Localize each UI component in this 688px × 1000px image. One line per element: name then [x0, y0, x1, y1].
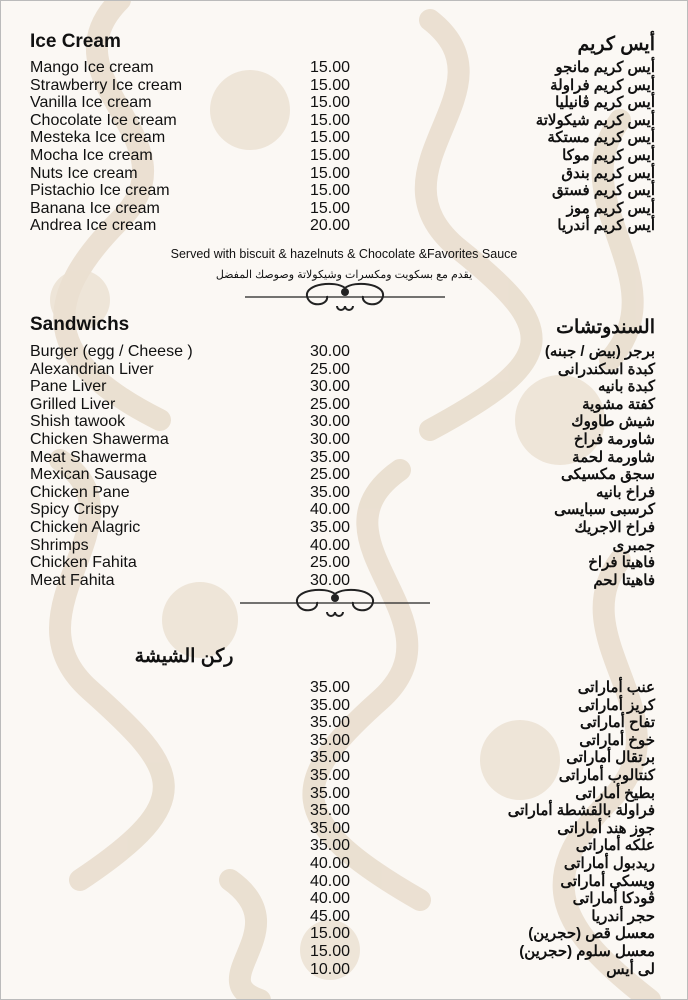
menu-item — [0, 925, 688, 943]
menu-item — [0, 785, 688, 803]
item-price: 25.00 — [310, 395, 351, 413]
item-name: Meat Fahita — [30, 571, 115, 589]
item-price: 35.00 — [310, 714, 351, 732]
item-name: Banana Ice cream — [30, 199, 160, 217]
menu-item — [0, 431, 688, 449]
item-name-ar: أيس كريم شيكولاتة — [535, 111, 655, 129]
menu-item — [0, 749, 688, 767]
item-name: Strawberry Ice cream — [30, 76, 183, 94]
menu-item — [0, 182, 688, 200]
item-price: 35.00 — [310, 519, 351, 536]
section-title-shisha: ركن الشيشة — [134, 646, 234, 667]
item-price: 40.00 — [310, 890, 351, 908]
item-name-ar: برجر (بيض / جبنه) — [544, 343, 655, 360]
item-price: 30.00 — [310, 378, 351, 396]
item-name-ar: فراخ الاجريك — [574, 519, 655, 536]
item-name-ar: حجر أندريا — [591, 907, 655, 925]
item-name-ar: شاورمة لحمة — [572, 448, 655, 466]
item-name-ar: معسل سلوم (حجرين) — [519, 943, 655, 960]
menu-item — [0, 802, 688, 820]
item-price: 35.00 — [310, 749, 351, 767]
section-title-sandwiches-ar: السندوتشات — [556, 317, 655, 338]
item-price: 30.00 — [310, 431, 351, 448]
menu-item — [0, 466, 688, 484]
menu-item — [0, 200, 688, 218]
item-name-ar: جمبرى — [612, 536, 655, 554]
item-name-ar: فاهيتا فراخ — [588, 554, 655, 572]
item-price: 15.00 — [310, 59, 351, 76]
item-price: 40.00 — [310, 501, 351, 519]
menu-item — [0, 361, 688, 379]
item-name: Chicken Shawerma — [30, 431, 169, 448]
item-price: 35.00 — [310, 819, 351, 837]
menu-item — [0, 413, 688, 431]
menu-item — [0, 94, 688, 112]
menu-item — [0, 378, 688, 396]
menu-item — [0, 343, 688, 361]
menu-item — [0, 112, 688, 130]
item-name-ar: فاهيتا لحم — [593, 571, 655, 589]
item-price: 20.00 — [310, 217, 351, 235]
item-price: 35.00 — [310, 767, 351, 784]
item-name-ar: أيس كريم مانجو — [555, 59, 655, 76]
item-name-ar: جوز هند أماراتى — [557, 819, 655, 837]
item-price: 30.00 — [310, 571, 351, 589]
item-name: Alexandrian Liver — [30, 360, 154, 378]
item-price: 15.00 — [310, 111, 351, 129]
item-name-ar: خوخ أماراتى — [579, 731, 655, 749]
item-name-ar: كبدة بانيه — [597, 378, 655, 396]
item-price: 15.00 — [310, 147, 351, 164]
menu-item — [0, 147, 688, 165]
item-name-ar: شيش طاووك — [571, 413, 655, 431]
item-price: 15.00 — [310, 925, 351, 943]
item-name: Mexican Sausage — [30, 466, 158, 484]
menu-item — [0, 767, 688, 785]
item-price: 30.00 — [310, 413, 351, 431]
menu-item — [0, 837, 688, 855]
item-name-ar: كفتة مشوية — [582, 395, 655, 413]
item-name-ar: أيس كريم فستق — [552, 182, 655, 200]
ornament-divider-icon — [240, 588, 430, 624]
menu-item — [0, 855, 688, 873]
item-name: Shrimps — [30, 536, 89, 554]
item-price: 35.00 — [310, 679, 351, 696]
item-name: Andrea Ice cream — [30, 217, 157, 235]
menu-item — [0, 890, 688, 908]
item-price: 35.00 — [310, 784, 351, 802]
item-name-ar: علكه أماراتى — [575, 837, 655, 855]
item-price: 15.00 — [310, 943, 351, 960]
ornament-divider-icon — [245, 282, 445, 318]
item-name: Pane Liver — [30, 378, 107, 396]
menu-item — [0, 961, 688, 979]
item-name: Mango Ice cream — [30, 59, 154, 76]
item-price: 15.00 — [310, 199, 351, 217]
item-name: Burger (egg / Cheese ) — [30, 343, 193, 360]
item-name-ar: كبدة اسكندرانى — [557, 360, 655, 378]
menu-item — [0, 396, 688, 414]
item-price: 15.00 — [310, 182, 351, 200]
menu-item — [0, 908, 688, 926]
item-price: 25.00 — [310, 554, 351, 572]
item-name: Chocolate Ice cream — [30, 111, 177, 129]
menu-item — [0, 484, 688, 502]
item-price: 45.00 — [310, 907, 351, 925]
item-name-ar: ويسكى أماراتى — [560, 872, 655, 890]
item-name-ar: عنب أماراتى — [577, 679, 655, 696]
item-name-ar: ريدبول أماراتى — [563, 855, 655, 872]
item-price: 35.00 — [310, 837, 351, 855]
menu-item — [0, 820, 688, 838]
menu-item — [0, 77, 688, 95]
item-name-ar: معسل قص (حجرين) — [528, 925, 655, 943]
menu-item — [0, 165, 688, 183]
menu-item — [0, 554, 688, 572]
item-name: Meat Shawerma — [30, 448, 147, 466]
item-name-ar: سجق مكسيكى — [561, 466, 655, 484]
item-name-ar: فراخ بانيه — [596, 483, 655, 501]
item-name: Spicy Crispy — [30, 501, 119, 519]
section-title-ice-cream-ar: أيس كريم — [577, 34, 655, 55]
item-name-ar: كريز أماراتى — [578, 696, 655, 714]
item-price: 35.00 — [310, 731, 351, 749]
item-name-ar: فراولة بالقشطة أماراتى — [507, 802, 655, 820]
item-price: 40.00 — [310, 536, 351, 554]
section-title-sandwiches: Sandwichs — [30, 314, 130, 335]
item-price: 35.00 — [310, 448, 351, 466]
item-name-ar: برتقال أماراتى — [566, 749, 655, 767]
menu-item — [0, 519, 688, 537]
item-price: 40.00 — [310, 855, 351, 872]
menu-item — [0, 714, 688, 732]
item-name: Pistachio Ice cream — [30, 182, 170, 200]
menu-item — [0, 501, 688, 519]
ice-cream-note-ar: يقدم مع بسكويت ومكسرات وشيكولاتة وصوصك المفضل — [215, 269, 473, 281]
item-name-ar: تفاح أماراتى — [579, 714, 655, 732]
item-price: 35.00 — [310, 696, 351, 714]
menu-item — [0, 449, 688, 467]
menu-item — [0, 943, 688, 961]
item-price: 35.00 — [310, 802, 351, 820]
menu-item — [0, 697, 688, 715]
menu-item — [0, 537, 688, 555]
item-name-ar: ڤودكا أماراتى — [572, 890, 655, 908]
item-name: Nuts Ice cream — [30, 164, 138, 182]
ice-cream-note: Served with biscuit & hazelnuts & Chocolate &Favorites Sauce — [170, 247, 518, 261]
item-name: Chicken Fahita — [30, 554, 137, 572]
item-name-ar: كرسبى سبايسى — [554, 501, 655, 519]
item-price: 15.00 — [310, 94, 351, 112]
item-price: 10.00 — [310, 960, 351, 978]
item-price: 30.00 — [310, 343, 351, 360]
item-price: 35.00 — [310, 483, 351, 501]
item-name-ar: كنتالوب أماراتى — [558, 767, 655, 784]
menu-item — [0, 679, 688, 697]
section-title-ice-cream: Ice Cream — [30, 31, 121, 52]
item-name-ar: أيس كريم بندق — [561, 164, 655, 182]
item-price: 40.00 — [310, 872, 351, 890]
item-name: Grilled Liver — [30, 395, 116, 413]
item-name-ar: شاورمة فراخ — [573, 431, 655, 448]
item-name-ar: أيس كريم مستكة — [547, 129, 655, 147]
item-name: Mesteka Ice cream — [30, 129, 166, 147]
item-name: Vanilla Ice cream — [30, 94, 152, 112]
item-name-ar: بطيخ أماراتى — [575, 784, 655, 802]
item-price: 15.00 — [310, 76, 351, 94]
item-name: Mocha Ice cream — [30, 147, 153, 164]
item-name-ar: أيس كريم فراولة — [550, 76, 655, 94]
item-name-ar: أيس كريم موكا — [562, 147, 655, 164]
menu-item — [0, 732, 688, 750]
menu-item — [0, 873, 688, 891]
item-price: 25.00 — [310, 360, 351, 378]
item-name: Chicken Pane — [30, 483, 130, 501]
item-name: Shish tawook — [30, 413, 126, 431]
item-name-ar: لى أيس — [606, 960, 655, 978]
item-price: 15.00 — [310, 129, 351, 147]
menu-item — [0, 217, 688, 235]
menu-item — [0, 129, 688, 147]
item-name-ar: أيس كريم موز — [566, 199, 655, 217]
item-name: Chicken Alagric — [30, 519, 141, 536]
item-name-ar: أيس كريم أندريا — [557, 217, 655, 235]
item-price: 25.00 — [310, 466, 351, 484]
menu-item — [0, 59, 688, 77]
item-name-ar: أيس كريم ڤانيليا — [555, 94, 655, 112]
item-price: 15.00 — [310, 164, 351, 182]
